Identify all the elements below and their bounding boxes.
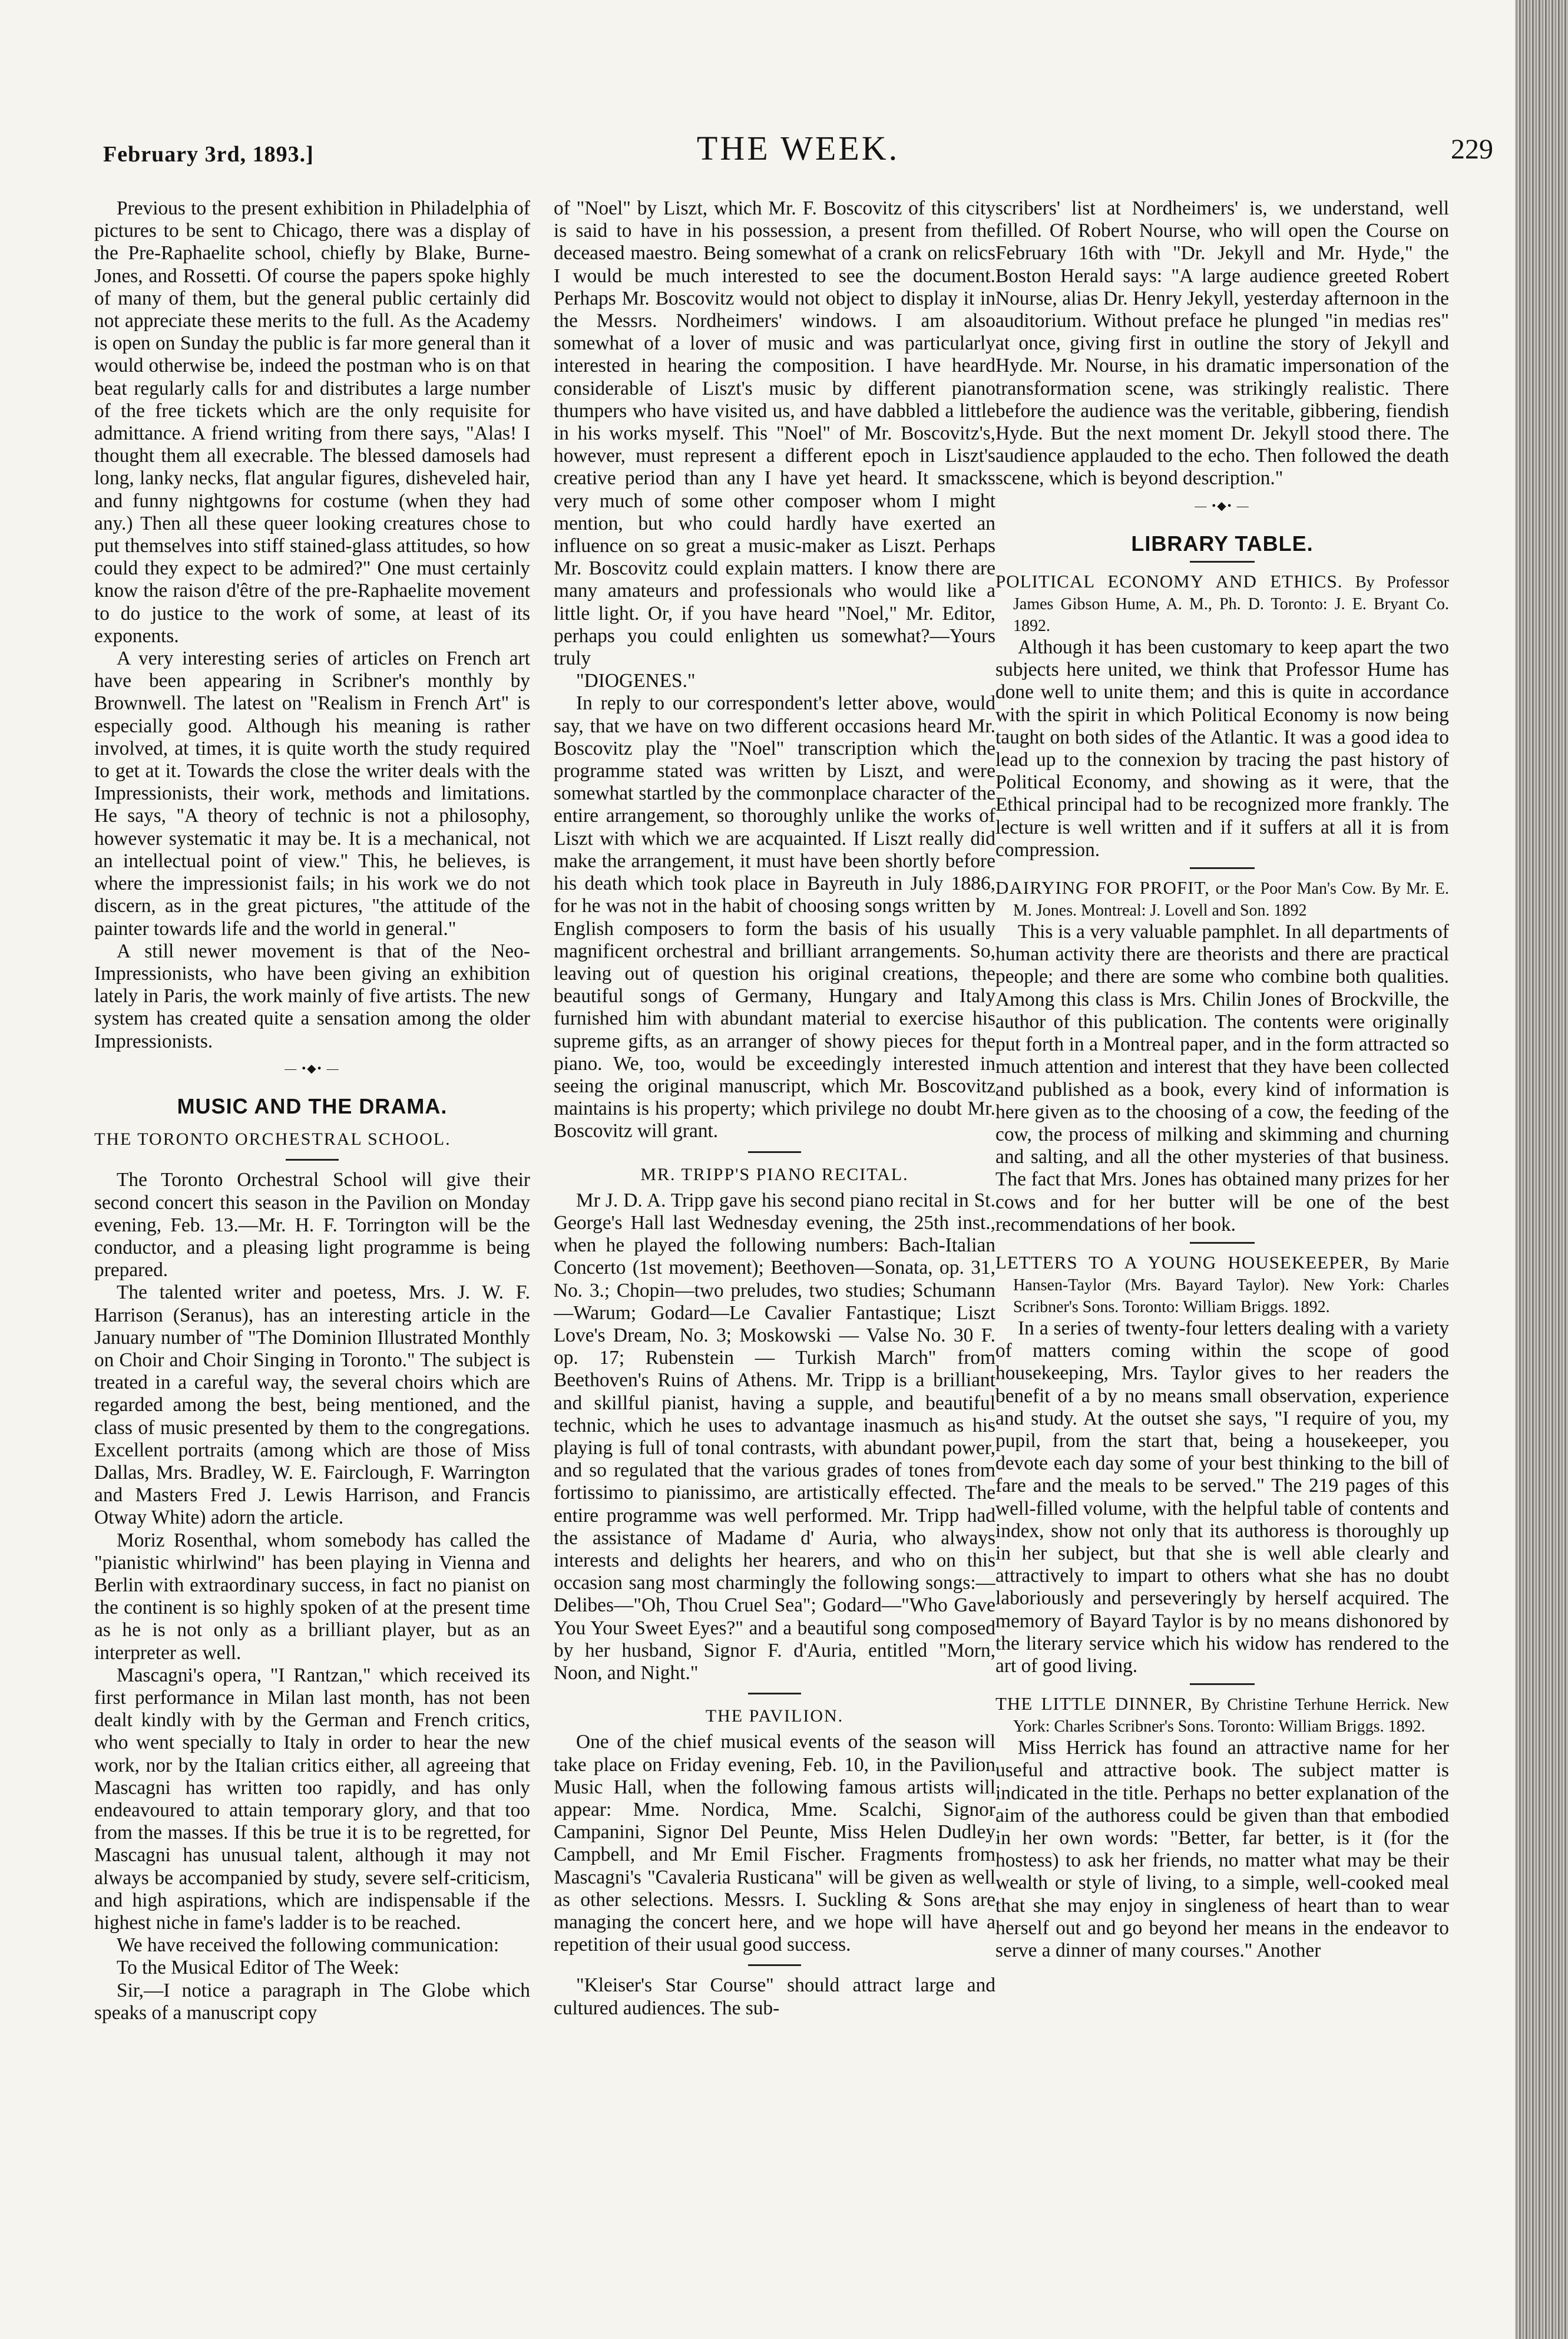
paragraph: Moriz Rosenthal, whom somebody has called the "pianistic whirlwind" has been playing in Vienna and Berlin with extraordinary success, in fact no pianist on the continent is so highly spoken of at the present time as he is not only as a brilliant player, but as an interpreter as well.	[94, 1529, 530, 1664]
book-title: DAIRYING FOR PROFIT,	[995, 877, 1210, 898]
paragraph: The talented writer and poetess, Mrs. J. W. F. Harrison (Seranus), has an interesting article in the January number of "The Dominion Illustrated Monthly on Choir and Choir Singing in Toronto." The subject is treated in a careful way, the several choirs which are regarded among the best, being mentioned, and the class of music presented by them to the congregations. Excellent portraits (among which are those of Miss Dallas, Mrs. Bradley, W. E. Fairclough, F. Warrington and Masters Fred J. Lewis Harrison, and Francis Otway White) adorn the article.	[94, 1281, 530, 1529]
article-heading: THE TORONTO ORCHESTRAL SCHOOL.	[94, 1129, 451, 1149]
article-heading: MR. TRIPP'S PIANO RECITAL.	[640, 1164, 909, 1184]
section-divider: — •◆• —	[1195, 499, 1250, 513]
rule	[1190, 867, 1255, 869]
page-header	[103, 128, 1493, 181]
review-text: This is a very valuable pamphlet. In all departments of human activity there are theorists and there are practical people; and there are some who combine both qualities. Among this class is Mrs. Chilin Jones of Brockville, the author of this publication. The contents were originally put forth in a Montreal paper, and in the form attracted so much attention and interest that they have been collected and published as a book, every kind of information is here given as to the choosing of a cow, the feeding of the cow, the process of milking and skimming and churning and salting, and all the other mysteries of that business. The fact that Mrs. Jones has obtained many prizes for her cows and for her butter will be one of the best recommendations of her book.	[995, 921, 1449, 1235]
rule	[748, 1693, 801, 1694]
issue-date: February 3rd, 1893.]	[103, 142, 314, 167]
paragraph: Mascagni's opera, "I Rantzan," which received its first performance in Milan last month, has not been dealt kindly with by the German and French critics, who went specially to Italy in order to hear the new work, nor by the Italian critics either, all agreeing that Mascagni has written too rapidly, and has only endeavoured to attain temporary glory, and that too from the masses. If this be true it is to be regretted, for Mascagni has unusual talent, although it may not always be accompanied by study, severe self-criticism, and high aspirations, which are indispensable if the highest niche in fame's ladder is to be reached.	[94, 1664, 530, 1934]
rule	[748, 1964, 801, 1966]
book-byline: By Professor James Gibson Hume, A. M., Ph. D. Toronto: J. E. Bryant Co. 1892.	[1013, 573, 1449, 636]
review-text: Although it has been customary to keep apart the two subjects here united, we think that Professor Hume has done well to unite them; and this is quite in accordance with the spirit in which Political Economy is now being taught on both sides of the Atlantic. It was a good idea to lead up to the connexion by tracing the past history of Political Economy, and showing as it were, that the Ethical principal had to be recognized more frankly. The lecture is well written and if it suffers at all it is from compression.	[995, 636, 1449, 861]
paragraph: We have received the following communication:	[117, 1934, 499, 1957]
column-1	[94, 197, 530, 2312]
paragraph: of "Noel" by Liszt, which Mr. F. Boscovitz of this city is said to have in his possession, a present from the deceased maestro. Being somewhat of a crank on relics I would be much interested to see the document. Perhaps Mr. Boscovitz would not object to display it in the Messrs. Nordheimers' windows. I am also somewhat of a lover of music and was particularly interested in hearing the composition. I have heard considerable of Liszt's music by different piano thumpers who have visited us, and have dabbled a little in his works myself. This "Noel" of Mr. Boscovitz's, however, must represent a different epoch in Liszt's creative period than any I have yet heard. It smacks very much of some other composer whom I might mention, but who could hardly have exerted an influence on so great a music-maker as Liszt. Perhaps Mr. Boscovitz could explain matters. I know there are many amateurs and professionals who would like a little light. Or, if you have heard "Noel," Mr. Editor, perhaps you could enlighten us somewhat?—Yours truly	[554, 197, 995, 670]
page-binding-edge	[1515, 0, 1568, 2339]
paragraph: Previous to the present exhibition in Philadelphia of pictures to be sent to Chicago, there was a display of the Pre-Raphaelite school, chiefly by Blake, Burne-Jones, and Rossetti. Of course the papers spoke highly of many of them, but the general public certainly did not appreciate these merits to the full. As the Academy is open on Sunday the public is far more general than it would otherwise be, indeed the postman who is on that beat regularly calls for and distributes a large number of the free tickets which are the only requisite for admittance. A friend writing from there says, "Alas! I thought them all execrable. The blessed damosels had long, lanky necks, flat angular figures, disheveled hair, and funny nightgowns for costume (when they had any.) Then all these queer looking creatures chose to put themselves into stiff stained-glass attitudes, so how could they expect to be admired?" One must certainly know the raison d'être of the pre-Raphaelite movement to do justice to the work of some, at least of its exponents.	[94, 197, 530, 647]
book-entry-heading	[995, 877, 1449, 921]
page-number: 229	[1451, 134, 1493, 165]
paragraph: A still newer movement is that of the Neo-Impressionists, who have been giving an exhibition lately in Paris, the work mainly of five artists. The new system has created quite a sensation among the older Impressionists.	[94, 940, 530, 1052]
rule	[1190, 1242, 1255, 1244]
paragraph: Mr J. D. A. Tripp gave his second piano recital in St. George's Hall last Wednesday evening, the 25th inst., when he played the following numbers: Bach-Italian Concerto (1st movement); Beethoven—Sonata, op. 31, No. 3.; Chopin—two preludes, two studies; Schumann—Warum; Godard—Le Cavalier Fantastique; Liszt Love's Dream, No. 3; Moskowski — Valse No. 30 F. op. 17; Rubenstein — Turkish March" from Beethoven's Ruins of Athens. Mr. Tripp is a brilliant and skillful pianist, having a supple, and beautiful technic, which he uses to advantage inasmuch as his playing is full of tonal contrasts, with abundant power, and so regulated that the various grades of tones from fortissimo to pianissimo, are artistically effected. The entire programme was well performed. Mr. Tripp had the assistance of Madame d' Auria, who always interests and delights her hearers, and who on this occasion sang most charmingly the following songs:—Delibes—"Oh, Thou Cruel Sea"; Godard—"Who Gave You Your Sweet Eyes?" and a beautiful song composed by her husband, Signor F. d'Auria, entitled "Morn, Noon, and Night."	[554, 1189, 995, 1684]
rule	[286, 1159, 339, 1161]
review-text: In a series of twenty-four letters dealing with a variety of matters coming within the scope of good housekeeping, Mrs. Taylor gives to her readers the benefit of a by no means small observation, experience and study. At the outset she says, "I require of you, my pupil, from the start that, being a housekeeper, you devote each day some of your best thinking to the bill of fare and the meals to be served." The 219 pages of this well-filled volume, with the helpful table of contents and index, show not only that its authoress is thoroughly up in her subject, but that she is well able clearly and attractively to impart to others what she has no doubt laboriously and perseveringly by herself acquired. The memory of Bayard Taylor is by no means dishonored by the literary service which his widow has rendered to the art of good living.	[995, 1317, 1449, 1677]
review-text: Miss Herrick has found an attractive name for her useful and attractive book. The subject matter is indicated in the title. Perhaps no better explanation of the aim of the authoress could be given than that embodied in her own words: "Better, far better, is it (for the hostess) to ask her friends, no matter what may be their wealth or style of living, to a simple, well-cooked meal that she may enjoy in singleness of heart than to wear herself out and go beyond her means in the endeavor to serve a dinner of many courses." Another	[995, 1737, 1449, 1961]
book-byline: By Marie Hansen-Taylor (Mrs. Bayard Taylor). New York: Charles Scribner's Sons. Toronto: William Briggs. 1892.	[1013, 1254, 1449, 1316]
letter-signature: "DIOGENES."	[576, 670, 696, 692]
paragraph: scribers' list at Nordheimers' is, we understand, well filled. Of Robert Nourse, who will open the Course on February 16th with "Dr. Jekyll and Mr. Hyde," the Boston Herald says: "A large audience greeted Robert Nourse, alias Dr. Henry Jekyll, yesterday afternoon in the auditorium. Without preface he plunged "in medias res" at once, giving first in outline the story of Jekyll and Hyde. Mr. Nourse, in his dramatic impersonation of the transformation scene, was strikingly realistic. There before the audience was the veritable, gibbering, fiendish Hyde. But the next moment Dr. Jekyll stood there. The audience applauded to the echo. Then followed the death scene, which is beyond description."	[995, 197, 1449, 490]
book-title: LETTERS TO A YOUNG HOUSEKEEPER,	[995, 1251, 1369, 1273]
book-title: POLITICAL ECONOMY AND ETHICS.	[995, 571, 1343, 592]
book-byline: or the Poor Man's Cow. By Mr. E. M. Jones. Montreal: J. Lovell and Son. 1892	[1013, 880, 1449, 920]
article-heading: THE PAVILION.	[705, 1706, 844, 1726]
rule	[1190, 561, 1255, 563]
paragraph: To the Musical Editor of The Week:	[117, 1957, 399, 1979]
book-title: THE LITTLE DINNER,	[995, 1693, 1193, 1714]
publication-title: THE WEEK.	[696, 129, 900, 167]
book-entry-heading	[995, 1252, 1449, 1317]
paragraph: A very interesting series of articles on French art have been appearing in Scribner's monthly by Brownwell. The latest on "Realism in French Art" is especially good. Although his meaning is rather involved, at times, it is quite worth the study required to get at it. Towards the close the writer deals with the Impressionists, their work, methods and limitations. He says, "A theory of technic is not a philosophy, however systematic it may be. It is a mechanical, not an intellectual point of view." This, he believes, is where the impressionist fails; in his work we do not discern, as in the great pictures, "the attitude of the painter towards life and the world in general."	[94, 647, 530, 940]
rule	[1190, 1683, 1255, 1685]
paragraph: The Toronto Orchestral School will give their second concert this season in the Pavilion on Monday evening, Feb. 13.—Mr. H. F. Torrington will be the conductor, and a pleasing light programme is being prepared.	[94, 1169, 530, 1281]
paragraph: Sir,—I notice a paragraph in The Globe which speaks of a manuscript copy	[94, 1979, 530, 2024]
rule	[748, 1151, 801, 1153]
column-3	[995, 197, 1449, 2312]
paragraph: One of the chief musical events of the season will take place on Friday evening, Feb. 10, in the Pavilion Music Hall, when the following famous artists will appear: Mme. Nordica, Mme. Scalchi, Signor Campanini, Signor Del Peunte, Miss Helen Dudley Campbell, and Mr Emil Fischer. Fragments from Mascagni's "Cavaleria Rusticana" will be given as well as other selections. Messrs. I. Suckling & Sons are managing the concert here, and we hope will have a repetition of their usual good success.	[554, 1731, 995, 1956]
section-divider: — •◆• —	[285, 1062, 340, 1075]
column-2	[554, 197, 995, 2312]
paragraph: "Kleiser's Star Course" should attract large and cultured audiences. The sub-	[554, 1974, 995, 2019]
paragraph: In reply to our correspondent's letter above, would say, that we have on two different occasions heard Mr. Boscovitz play the "Noel" transcription which the programme stated was written by Liszt, and were somewhat startled by the commonplace character of the entire arrangement, so thoroughly unlike the works of Liszt with which we are acquainted. If Liszt really did make the arrangement, it must have been shortly before his death which took place in Bayreuth in July 1886, for he was not in the habit of choosing songs written by English composers to form the basis of his usually magnificent orchestral and brilliant arrangements. So, leaving out of question his original creations, the beautiful songs of Germany, Hungary and Italy furnished him with abundant material to exercise his supreme gifts, as an arranger of showy pieces for the piano. We, too, would be exceedingly interested in seeing the original manuscript, which Mr. Boscovitz maintains is his property; which privilege no doubt Mr. Boscovitz will grant.	[554, 692, 995, 1142]
book-byline: By Christine Terhune Herrick. New York: Charles Scribner's Sons. Toronto: William Briggs. 1892.	[1013, 1696, 1449, 1736]
section-heading-library: LIBRARY TABLE.	[1131, 531, 1314, 556]
section-heading-music: MUSIC AND THE DRAMA.	[177, 1093, 448, 1118]
book-entry-heading	[995, 571, 1449, 636]
book-entry-heading	[995, 1693, 1449, 1737]
